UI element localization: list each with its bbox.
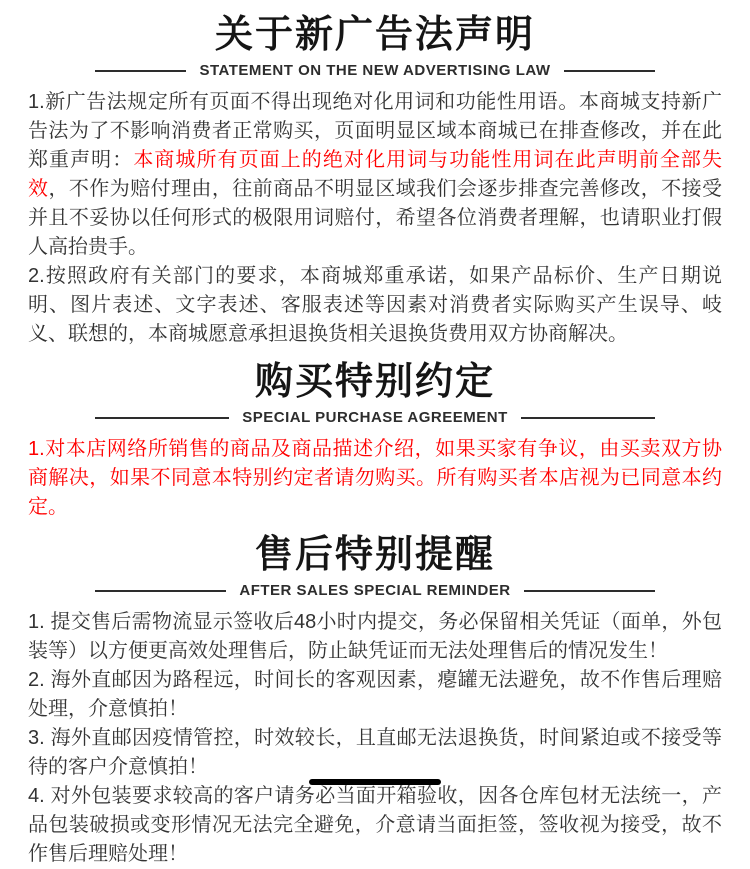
text-segment: 2. 海外直邮因为路程远，时间长的客观因素，瘪罐无法避免，故不作售后理赔处理，介意慎拍！	[28, 669, 722, 720]
text-segment: 4. 对外包装要求较高的客户请务必当面开箱验收，因各仓库包材无法统一，产品包装破损或变形情况无法完全避免，介意请当面拒签，签收视为接受，故不作售后理赔处理！	[28, 785, 722, 865]
divider-line-right	[521, 417, 655, 419]
section-body-after-sales	[0, 599, 750, 869]
paragraph-after-sales-2	[28, 666, 722, 724]
section-subtitle-row	[95, 582, 655, 599]
section-subtitle-after-sales: AFTER SALES SPECIAL REMINDER	[239, 582, 511, 599]
divider-line-right	[524, 590, 655, 592]
text-segment-highlight: 1.对本店网络所销售的商品及商品描述介绍，如果买家有争议，由买卖双方协商解决，如果不同意本特别约定者请勿购买。所有购买者本店视为已同意本约定。	[28, 438, 722, 518]
divider-line-left	[95, 70, 186, 72]
text-segment: 1.新广告法规定所有页面不得出现绝对化用词和功能性用语。本商城支持新广告法为了不影响消费者正常购买，页面明显区域本商城已在排查修改，并在此郑重声明：	[28, 91, 722, 171]
section-subtitle-row	[95, 62, 655, 79]
section-title-after-sales: 售后特别提醒	[254, 534, 495, 576]
text-segment: 1. 提交售后需物流显示签收后48小时内提交，务必保留相关凭证（面单，外包装等）以方便更高效处理售后，防止缺凭证而无法处理售后的情况发生！	[28, 611, 722, 662]
paragraph-purchase-agreement-1	[28, 435, 722, 522]
section-header-after-sales	[0, 522, 750, 599]
text-segment-highlight: 本商城所有页面上的绝对化用词与功能性用词在此声明前全部失效	[28, 149, 722, 200]
section-title-advertising-law: 关于新广告法声明	[214, 14, 535, 56]
section-title-purchase-agreement: 购买特别约定	[254, 361, 495, 403]
paragraph-after-sales-4	[28, 782, 722, 869]
section-subtitle-purchase-agreement: SPECIAL PURCHASE AGREEMENT	[242, 409, 508, 426]
paragraph-after-sales-1	[28, 608, 722, 666]
text-segment: 2.按照政府有关部门的要求，本商城郑重承诺，如果产品标价、生产日期说明、图片表述、文字表述、客服表述等因素对消费者实际购买产生误导、岐义、联想的，本商城愿意承担退换货相关退换货费用双方协商解决。	[28, 265, 722, 345]
bottom-indicator-bar	[309, 779, 441, 785]
section-subtitle-advertising-law: STATEMENT ON THE NEW ADVERTISING LAW	[199, 62, 551, 79]
section-body-advertising-law	[0, 79, 750, 349]
text-segment: 3. 海外直邮因疫情管控，时效较长，且直邮无法退换货，时间紧迫或不接受等待的客户介意慎拍！	[28, 727, 722, 778]
text-segment: ，不作为赔付理由，往前商品不明显区域我们会逐步排查完善修改，不接受并且不妥协以任何形式的极限用词赔付，希望各位消费者理解，也请职业打假人高抬贵手。	[28, 178, 723, 258]
section-body-purchase-agreement	[0, 426, 750, 522]
paragraph-after-sales-3	[28, 724, 722, 782]
divider-line-left	[95, 417, 229, 419]
section-subtitle-row	[95, 409, 655, 426]
section-header-advertising-law	[0, 0, 750, 79]
paragraph-advertising-law-2	[28, 262, 722, 349]
divider-line-right	[564, 70, 655, 72]
section-header-purchase-agreement	[0, 349, 750, 426]
paragraph-advertising-law-1	[28, 88, 722, 262]
divider-line-left	[95, 590, 226, 592]
